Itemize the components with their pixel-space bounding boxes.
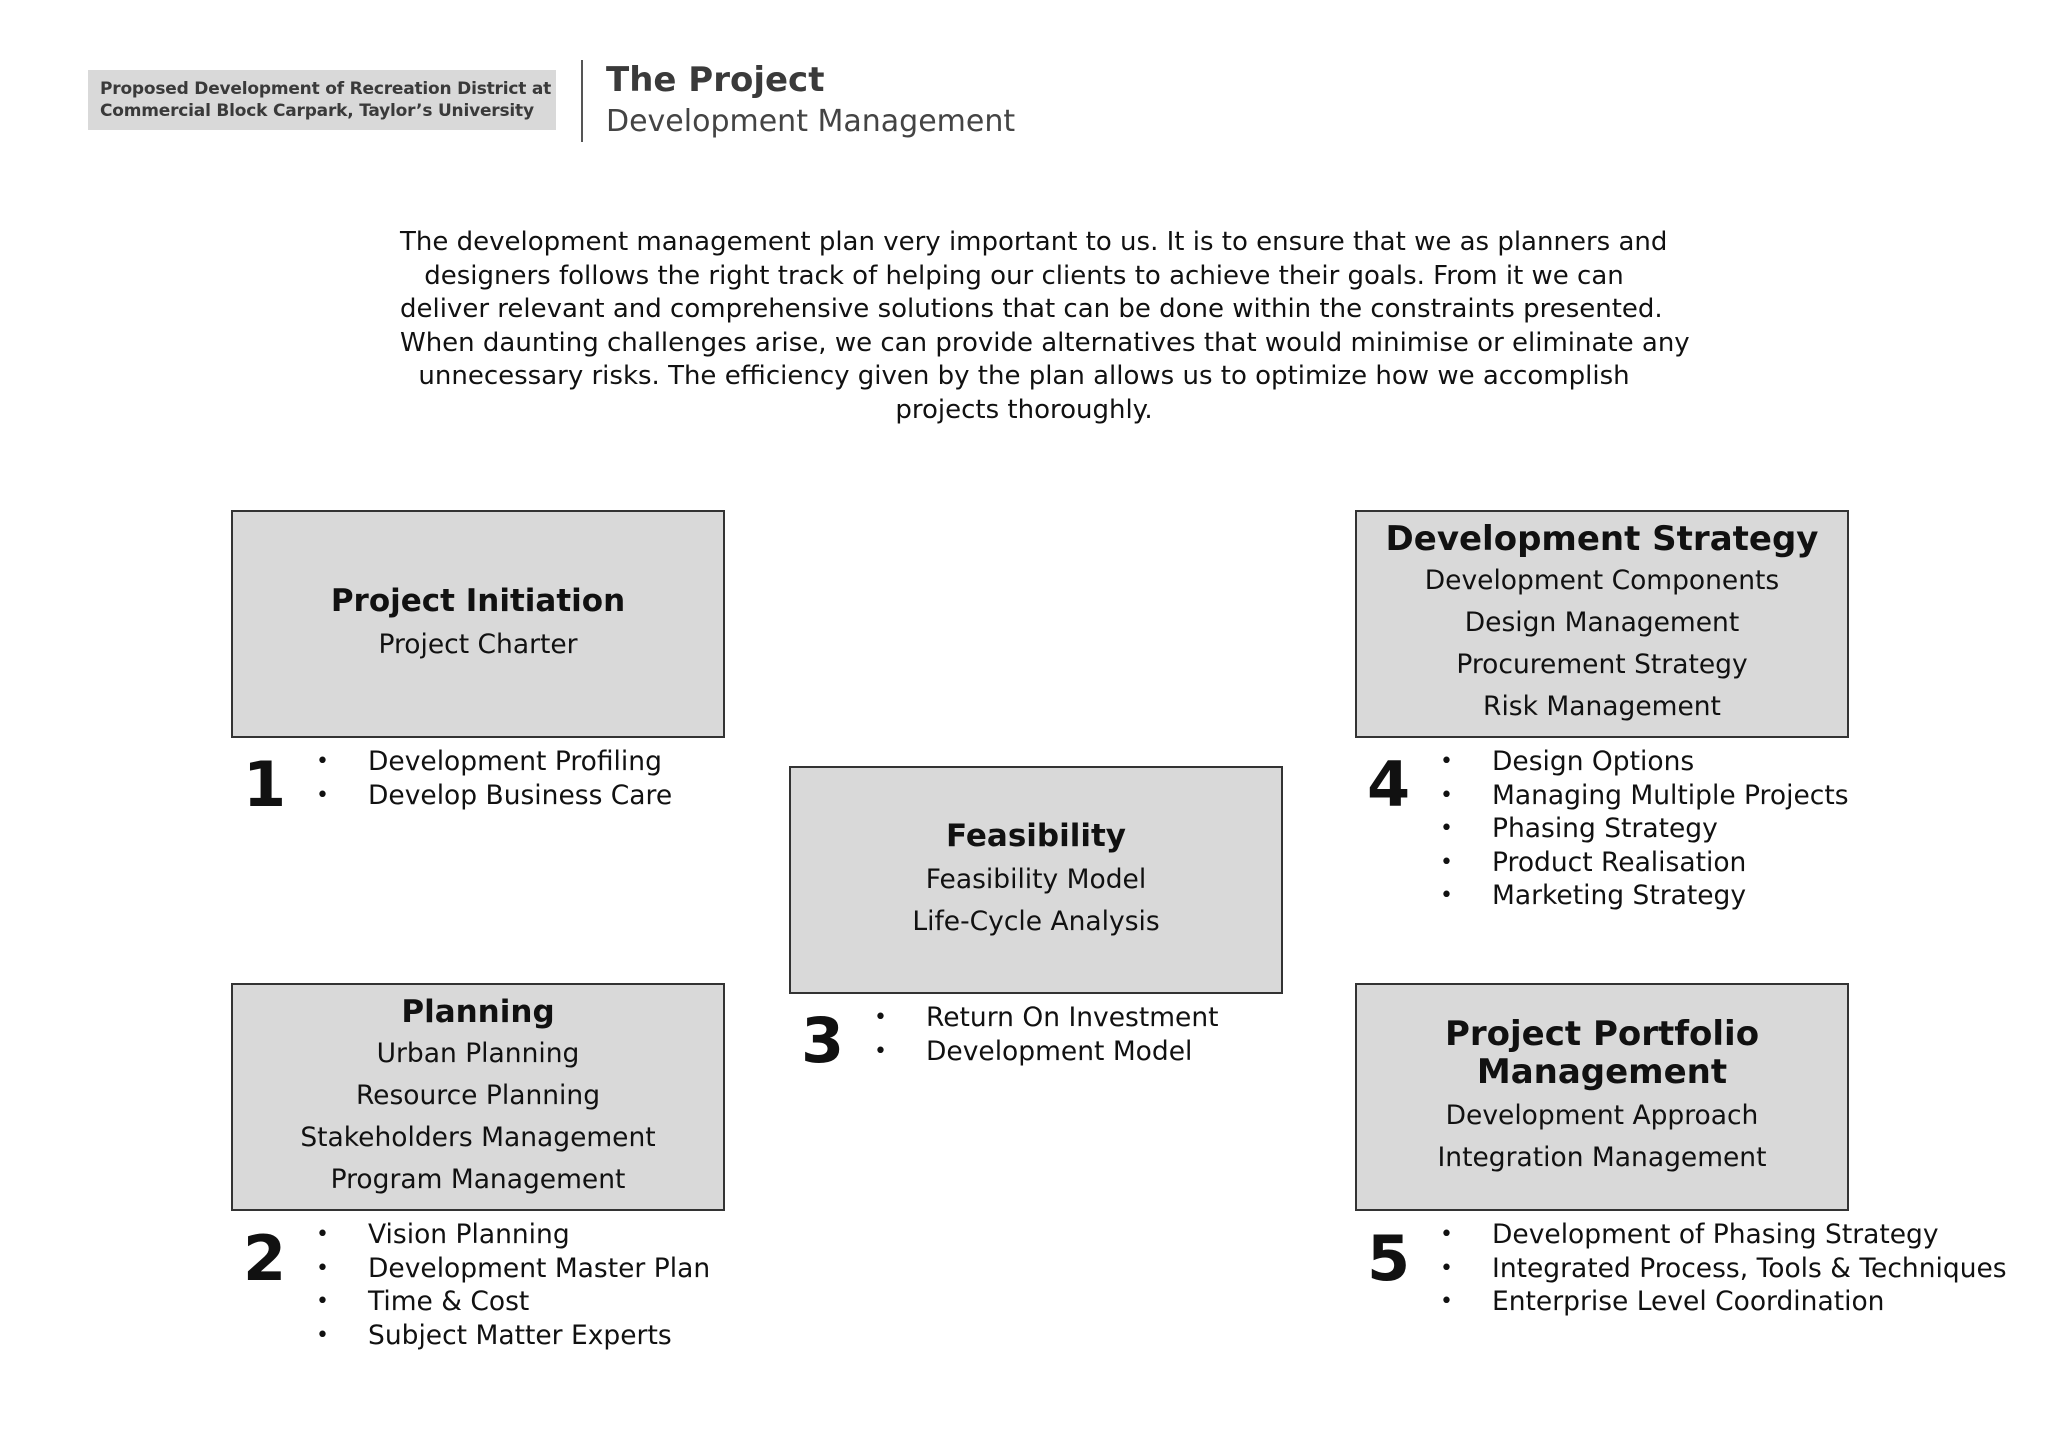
list-item: • Development Model	[874, 1035, 1193, 1067]
bullet-list	[1440, 1218, 2007, 1319]
step-title: Planning	[401, 994, 555, 1030]
header-divider	[581, 60, 583, 142]
list-item: • Return On Investment	[874, 1002, 1219, 1033]
page-subtitle: Development Management	[606, 104, 1016, 139]
list-item: • Vision Planning	[316, 1219, 570, 1250]
bullet-icon: •	[316, 1222, 329, 1247]
list-item: • Integrated Process, Tools & Techniques	[1440, 1252, 2007, 1284]
step-item: Procurement Strategy	[1456, 649, 1748, 680]
intro-line: designers follows the right track of helping our clients to achieve their goals. From it we can	[424, 260, 1624, 291]
intro-line: deliver relevant and comprehensive solutions that can be done within the constraints presented.	[400, 294, 1663, 324]
step-title: Project Initiation	[330, 583, 626, 619]
step-box-feasibility	[789, 766, 1283, 994]
step-item: Stakeholders Management	[300, 1122, 656, 1153]
list-item: • Phasing Strategy	[1440, 813, 1718, 844]
bullet-icon: •	[316, 1255, 329, 1281]
step-number: 1	[243, 748, 287, 821]
bullet-icon: •	[1440, 1289, 1453, 1314]
list-item: • Marketing Strategy	[1440, 880, 1747, 911]
bullet-icon: •	[1440, 782, 1453, 808]
step-box-project-initiation	[231, 510, 725, 738]
page-title: The Project	[606, 60, 825, 100]
bullet-icon: •	[316, 749, 329, 774]
list-item: • Develop Business Care	[316, 779, 673, 811]
bullet-list	[316, 1218, 710, 1352]
document-tag	[88, 70, 556, 130]
step-number: 4	[1367, 748, 1411, 821]
step-box-planning	[231, 983, 725, 1211]
step-item: Integration Management	[1437, 1142, 1767, 1173]
intro-paragraph	[400, 226, 1690, 427]
bullet-icon: •	[316, 782, 329, 808]
step-item: Development Approach	[1445, 1100, 1759, 1131]
bullet-icon: •	[1440, 1255, 1453, 1281]
document-tag-line: Commercial Block Carpark, Taylor’s University	[100, 101, 534, 121]
bullet-icon: •	[1440, 749, 1453, 774]
step-box-project-portfolio-management	[1355, 983, 1849, 1211]
step-title: Management	[1476, 1052, 1728, 1092]
bullet-icon: •	[1440, 1222, 1453, 1247]
list-item: • Subject Matter Experts	[316, 1319, 672, 1351]
list-item: • Development Master Plan	[316, 1252, 711, 1284]
step-box-development-strategy	[1355, 510, 1849, 738]
step-item: Urban Planning	[376, 1038, 580, 1069]
step-item: Life-Cycle Analysis	[912, 906, 1160, 937]
list-item: • Product Realisation	[1440, 846, 1747, 878]
step-item: Project Charter	[378, 629, 578, 660]
intro-line: projects thoroughly.	[895, 394, 1153, 425]
step-item: Program Management	[330, 1164, 626, 1195]
step-title: Development Strategy	[1385, 519, 1819, 559]
intro-line: unnecessary risks. The efficiency given by the plan allows us to optimize how we accomplish	[418, 361, 1630, 391]
step-title: Feasibility	[945, 818, 1127, 854]
intro-line: The development management plan very important to us. It is to ensure that we as planners and	[400, 227, 1668, 257]
bullet-list	[874, 1001, 1219, 1068]
bullet-icon: •	[874, 1005, 887, 1030]
list-item: • Time & Cost	[316, 1286, 530, 1317]
bullet-icon: •	[1440, 816, 1453, 841]
step-number: 5	[1367, 1222, 1411, 1295]
step-item: Design Management	[1464, 607, 1740, 638]
intro-line: When daunting challenges arise, we can provide alternatives that would minimise or eliminate any	[400, 327, 1690, 358]
step-item: Risk Management	[1483, 691, 1721, 722]
step-item: Development Components	[1424, 565, 1780, 596]
list-item: • Design Options	[1440, 746, 1695, 777]
list-item: • Managing Multiple Projects	[1440, 779, 1849, 811]
step-number: 2	[243, 1222, 287, 1295]
bullet-icon: •	[874, 1038, 887, 1064]
bullet-icon: •	[316, 1289, 329, 1314]
list-item: • Development Profiling	[316, 746, 662, 777]
step-item: Feasibility Model	[925, 864, 1147, 895]
bullet-icon: •	[1440, 883, 1453, 908]
bullet-icon: •	[316, 1322, 329, 1348]
bullet-list	[1440, 745, 1849, 913]
list-item: • Development of Phasing Strategy	[1440, 1219, 1939, 1250]
step-title: Project Portfolio	[1444, 1014, 1760, 1054]
document-tag-line: Proposed Development of Recreation District at	[100, 79, 552, 99]
bullet-list	[316, 745, 672, 812]
list-item: • Enterprise Level Coordination	[1440, 1286, 1885, 1317]
step-item: Resource Planning	[355, 1080, 601, 1111]
bullet-icon: •	[1440, 849, 1453, 875]
step-number: 3	[801, 1004, 845, 1077]
